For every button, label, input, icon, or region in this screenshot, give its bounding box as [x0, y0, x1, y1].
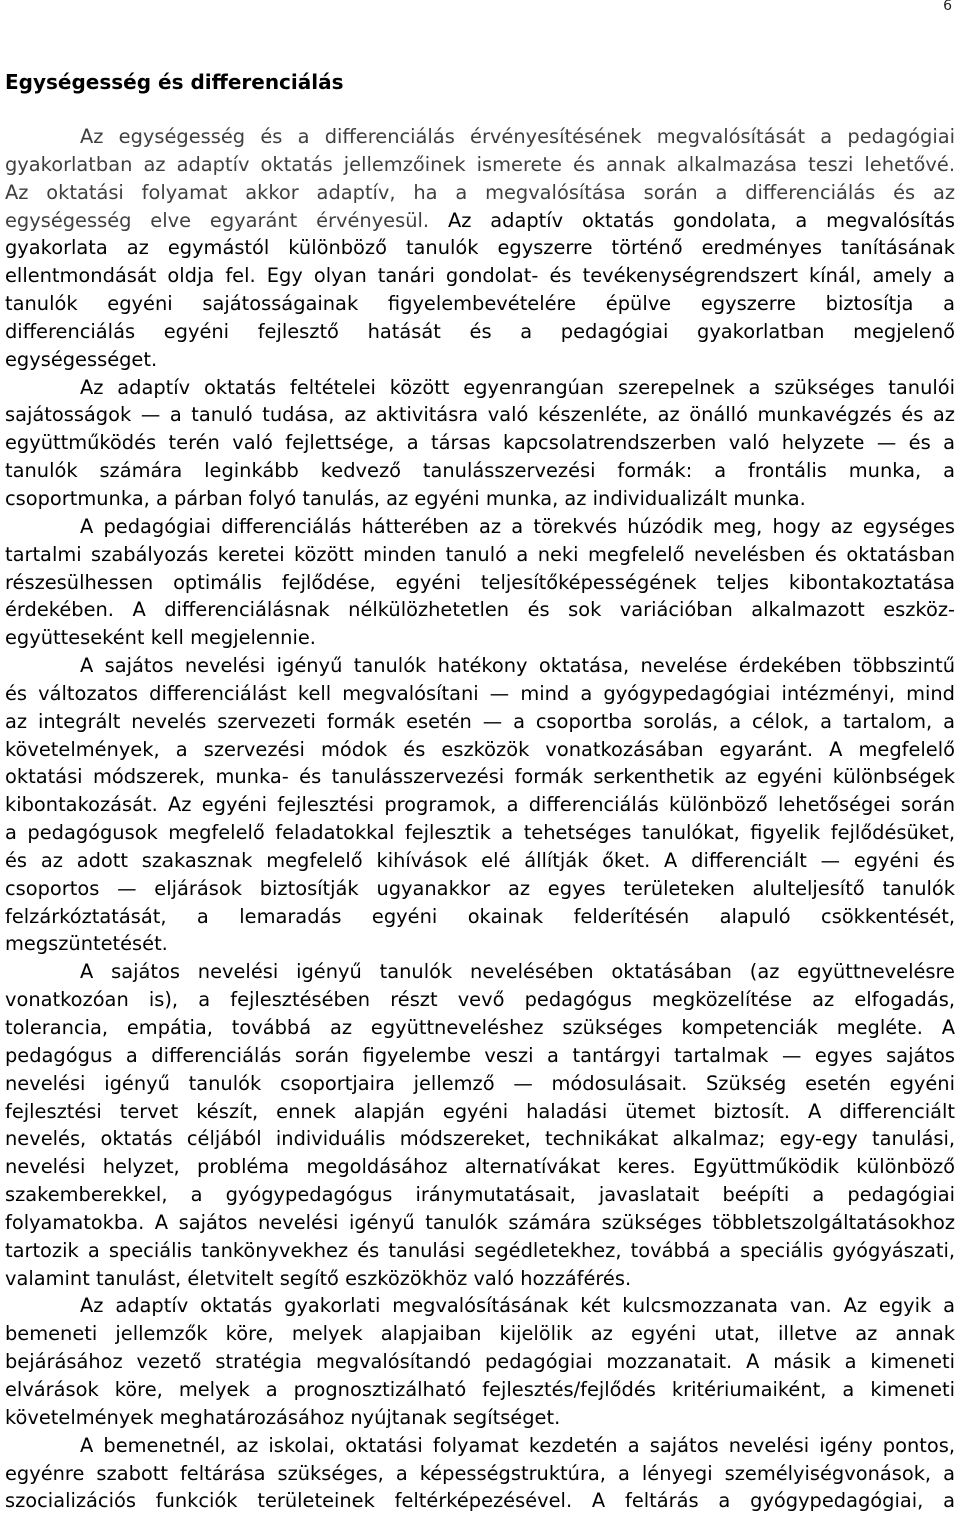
- text-line: tanulók egyéni sajátosságainak figyelembevételére épülve egyszerre biztosítja a: [5, 292, 955, 316]
- text-line: felzárkóztatását, a lemaradás egyéni okainak felderítésén alapuló csökkentését,: [5, 904, 955, 928]
- text-line: tolerancia, empátia, továbbá az együttneveléshez szükséges kompetenciák megléte. A: [5, 1016, 955, 1039]
- text-line: egyénre szabott feltárása szükséges, a képességstruktúra, a lényegi személyiségvonások, a: [5, 1461, 955, 1485]
- paragraph: [5, 123, 955, 374]
- text-line: kibontakozását. Az egyéni fejlesztési programok, a differenciálás különböző lehetőségei során: [5, 793, 955, 817]
- text-line: és változatos differenciálást kell megvalósítani — mind a gyógypedagógiai intézményi, mind: [5, 681, 955, 705]
- text-line: folyamatokba. A sajátos nevelési igényű tanulók számára szükséges többletszolgáltatásokhoz: [5, 1210, 955, 1234]
- text-line: valamint tanulást, életvitelt segítő eszközökhöz való hozzáférés.: [5, 1266, 632, 1290]
- text-line: fejlesztési tervet készít, ennek alapján egyéni haladási ütemet biztosít. A differenciált: [5, 1099, 955, 1123]
- body-text: [5, 123, 955, 1515]
- text-line: sajátosságok — a tanuló tudása, az aktivitásra való készenléte, az önálló munkavégzés és az: [5, 403, 955, 427]
- text-line: követelmények meghatározásához nyújtanak segítséget.: [5, 1405, 561, 1429]
- text-line: szakemberekkel, a gyógypedagógus iránymutatásait, javaslatait beépíti a pedagógiai: [5, 1183, 955, 1207]
- text-line: ellentmondását oldja fel. Egy olyan tanári gondolat- és tevékenységrendszert kínál, amely a: [5, 264, 955, 288]
- text-line: tartozik a speciális tankönyvekhez és tanulási segédletekhez, továbbá a speciális gyógyászati,: [5, 1238, 955, 1262]
- text-line: gyakorlatban az adaptív oktatás jellemzőinek ismerete és annak alkalmazása teszi lehetővé.: [5, 152, 955, 176]
- text-line: A bemenetnél, az iskolai, oktatási folyamat kezdetén a sajátos nevelési igény pontos,: [80, 1433, 955, 1457]
- text-line: nevelési helyzet, probléma megoldásához alternatívákat keres. Együttműködik különböző: [5, 1155, 955, 1179]
- text-line: Az adaptív oktatás gyakorlati megvalósításának két kulcsmozzanata van. Az egyik a: [80, 1294, 955, 1318]
- paragraph: [5, 1292, 955, 1431]
- text-line: a pedagógusok megfelelő feladatokkal fejlesztik a tehetséges tanulókat, figyelik fejlődésüket,: [5, 821, 955, 845]
- text-line: [5, 207, 955, 235]
- paragraph: [5, 1432, 955, 1516]
- paragraph: [5, 652, 955, 958]
- text-line: bejárásához vezető stratégia megvalósítandó pedagógiai mozzanatait. A másik a kimeneti: [5, 1350, 955, 1374]
- section-heading: Egységesség és differenciálás: [5, 70, 344, 94]
- text-line: részesülhessen optimális fejlődése, egyéni teljesítőképességének teljes kibontakoztatása: [5, 570, 955, 594]
- text-line: bemeneti jellemzők köre, melyek alapjaiban kijelölik az egyéni utat, illetve az annak: [5, 1322, 955, 1346]
- text-line: Az egységesség és a differenciálás érvényesítésének megvalósítását a pedagógiai: [80, 125, 955, 148]
- text-line: differenciálás egyéni fejlesztő hatását és a pedagógiai gyakorlatban megjelenő: [5, 319, 955, 343]
- text-line: Az oktatási folyamat akkor adaptív, ha a megvalósítása során a differenciálás és az: [5, 180, 955, 204]
- text-line: az integrált nevelés szervezeti formák esetén — a csoportba sorolás, a célok, a tartalom, a: [5, 709, 955, 733]
- text-line: A sajátos nevelési igényű tanulók hatékony oktatása, nevelése érdekében többszintű: [80, 654, 955, 678]
- text-line: csoportos — eljárások biztosítják ugyanakkor az egyes területeken alulteljesítő tanulók: [5, 876, 955, 900]
- text-line: oktatási módszerek, munka- és tanulásszervezési formák serkenthetik az egyéni különbségek: [5, 765, 955, 789]
- text-line: és az adott szakasznak megfelelő kihívások elé állítják őket. A differenciált — egyéni és: [5, 848, 955, 872]
- text-line: A pedagógiai differenciálás hátterében az a törekvés húzódik meg, hogy az egységes: [80, 514, 955, 538]
- text-line: A sajátos nevelési igényű tanulók nevelésében oktatásában (az együttnevelésre: [80, 960, 955, 984]
- paragraph: [5, 374, 955, 513]
- text-line: gyakorlata az egymástól különböző tanulók egyszerre történő eredményes tanításának: [5, 236, 955, 260]
- text-line: Az adaptív oktatás feltételei között egyenrangúan szerepelnek a szükséges tanulói: [80, 375, 955, 399]
- text-line: egységességet.: [5, 347, 158, 371]
- text-line: együttműködés terén való fejlettsége, a társas kapcsolatrendszerben való helyzete — és a: [5, 431, 955, 455]
- text-line: megszüntetését.: [5, 932, 168, 956]
- text-line: nevelés, oktatás céljából individuális módszereket, technikákat alkalmaz; egy-egy tanulási,: [5, 1127, 955, 1151]
- text-segment: egységesség elve egyaránt érvényesül.: [5, 208, 430, 232]
- text-line: csoportmunka, a párban folyó tanulás, az egyéni munka, az individualizált munka.: [5, 486, 806, 510]
- text-segment: Az adaptív oktatás gondolata, a megvalósítás: [447, 208, 955, 232]
- page-number: 6: [943, 0, 952, 14]
- paragraph: [5, 958, 955, 1292]
- text-line: követelmények, a szervezési módok és eszközök vonatkozásában egyaránt. A megfelelő: [5, 737, 955, 761]
- text-line: együtteseként kell megjelennie.: [5, 626, 316, 650]
- text-line: érdekében. A differenciálásnak nélkülözhetetlen és sok variációban alkalmazott eszköz-: [5, 598, 955, 622]
- text-line: vonatkozóan is), a fejlesztésében részt vevő pedagógus megközelítése az elfogadás,: [5, 988, 955, 1012]
- paragraph: [5, 513, 955, 652]
- text-line: pedagógus a differenciálás során figyelembe veszi a tantárgyi tartalmak — egyes sajátos: [5, 1043, 955, 1067]
- text-line: szocializációs funkciók területeinek feltérképezésével. A feltárás a gyógypedagógiai, a: [5, 1489, 955, 1513]
- text-line: tanulók számára leginkább kedvező tanulásszervezési formák: a frontális munka, a: [5, 459, 955, 483]
- text-line: elvárások köre, melyek a prognosztizálható fejlesztés/fejlődés kritériumaiként, a kimeneti: [5, 1377, 955, 1401]
- text-line: tartalmi szabályozás keretei között minden tanuló a neki megfelelő nevelésben és oktatásban: [5, 542, 955, 566]
- text-line: nevelési igényű tanulók csoportjaira jellemző — módosulásait. Szükség esetén egyéni: [5, 1071, 955, 1095]
